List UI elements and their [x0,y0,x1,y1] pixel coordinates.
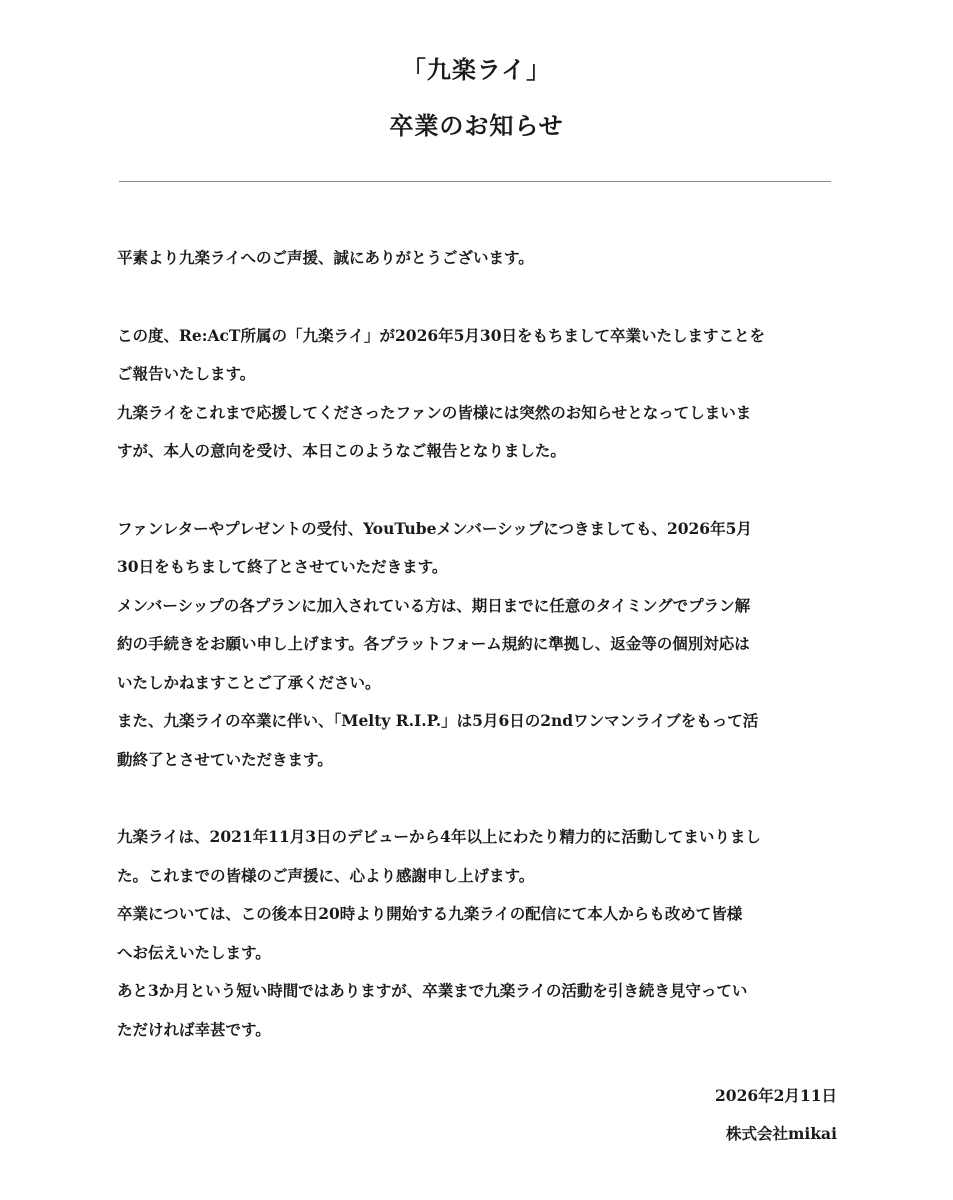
text-line: 九楽ライをこれまで応援してくださったファンの皆様には突然のお知らせとなってしまいま [117,402,752,422]
text-line: ご報告いたします。 [117,364,256,383]
text-line: ただければ幸甚です。 [117,1019,271,1039]
text-line: 平素より九楽ライへのご声援、誠にありがとうございます。 [117,248,534,267]
paragraph-greeting [117,239,841,278]
text-line: ファンレターやプレゼントの受付、YouTubeメンバーシップにつきましても、2026年5月 [117,518,752,538]
header-divider [119,181,831,182]
text-line: 九楽ライは、2021年11月3日のデビューから4年以上にわたり精力的に活動してまいりまし [117,827,761,846]
paragraph-services [117,510,841,780]
text-line: た。これまでの皆様のご声援に、心より感謝申し上げます。 [117,865,535,885]
text-line: いたしかねますことご了承ください。 [117,672,381,692]
text-line: 30日をもちまして終了とさせていただきます。 [117,557,448,576]
page-subtitle: 卒業のお知らせ [389,111,564,140]
text-line: 卒業については、この後本日20時より開始する九楽ライの配信にて本人からも改めて皆様 [117,904,743,923]
announcement-date: 2026年2月11日 [715,1086,837,1105]
text-line: へお伝えいたします。 [117,942,271,962]
paragraph-graduation [117,317,841,471]
paragraph-thanks [117,818,841,1049]
text-line: あと3か月という短い時間ではありますが、卒業まで九楽ライの活動を引き続き見守ってい [117,981,748,1000]
signature-block [715,1077,837,1153]
text-line: 動終了とさせていただきます。 [117,749,333,769]
text-line: 約の手続きをお願い申し上げます。各プラットフォーム規約に準拠し、返金等の個別対応は [117,634,750,653]
page-title: 「九楽ライ」 [401,55,552,84]
company-name: 株式会社mikai [726,1124,837,1143]
text-line: メンバーシップの各プランに加入されている方は、期日までに任意のタイミングでプラン解 [117,595,751,615]
text-line: この度、Re:AcT所属の「九楽ライ」が2026年5月30日をもちまして卒業いたしますことを [117,325,765,345]
text-line: すが、本人の意向を受け、本日このようなご報告となりました。 [117,441,566,460]
text-line: また、九楽ライの卒業に伴い、「Melty R.I.P.」は5月6日の2ndワンマンライブをもって活 [117,711,759,730]
announcement-body [117,239,841,1088]
